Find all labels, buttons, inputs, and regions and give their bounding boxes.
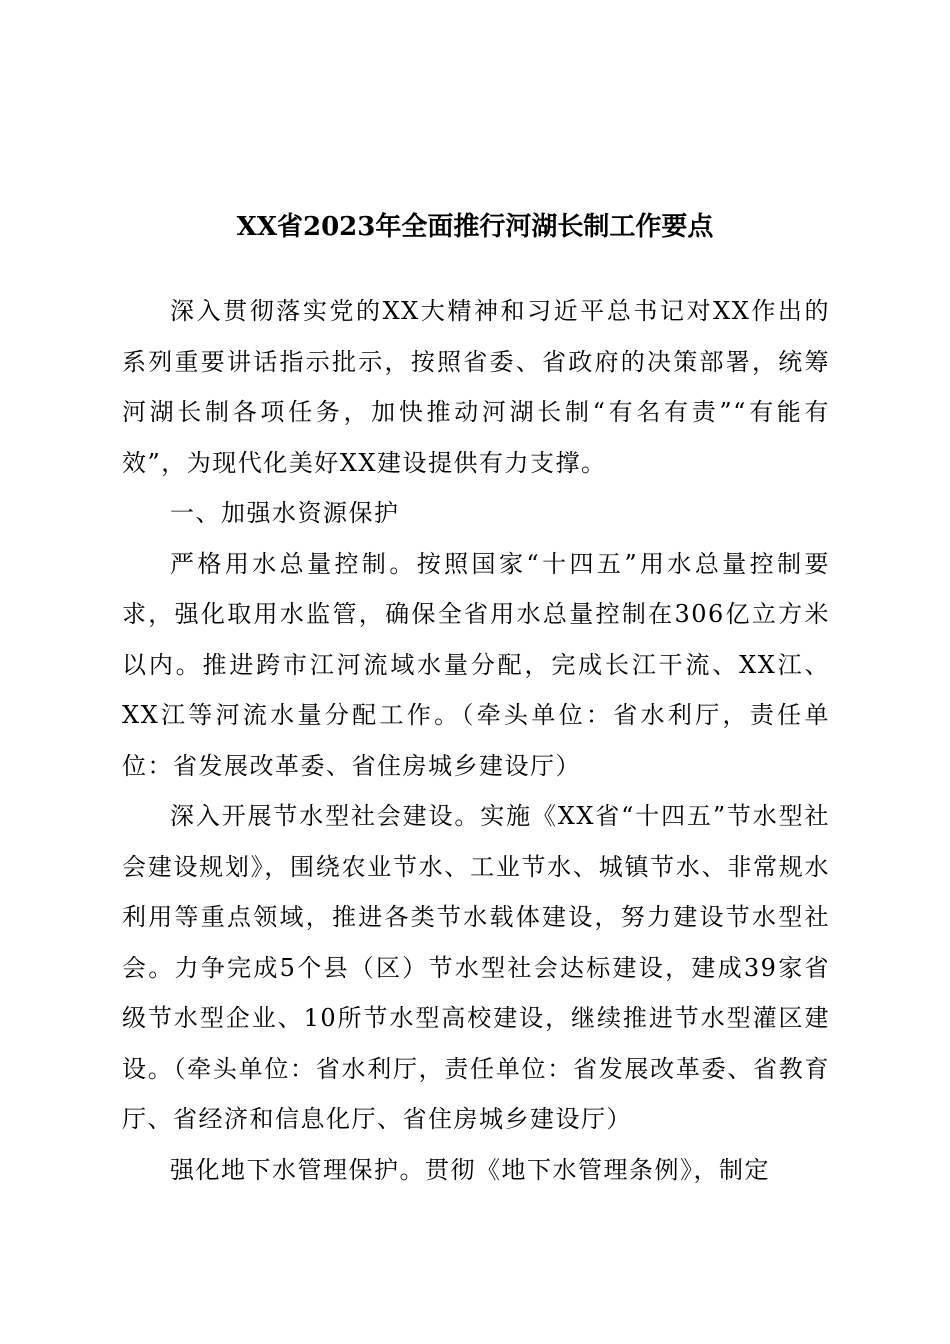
intro-paragraph: 深入贯彻落实党的XX大精神和习近平总书记对XX作出的系列重要讲话指示批示，按照省委、省政府的决策部署，统筹河湖长制各项任务，加快推动河湖长制“有名有责”“有能有效”，为现代化美好XX建设提供有力支撑。 bbox=[122, 297, 830, 477]
paragraph-water-total-control: 严格用水总量控制。按照国家“十四五”用水总量控制要求，强化取用水监管，确保全省用水总量控制在306亿立方米以内。推进跨市江河流域水量分配，完成长江干流、XX江、XX江等河流水量分配工作。（牵头单位：省水利厅，责任单位：省发展改革委、省住房城乡建设厅） bbox=[122, 549, 830, 780]
document-title: XX省2023年全面推行河湖长制工作要点 bbox=[236, 212, 714, 242]
paragraph-groundwater-protection: 强化地下水管理保护。贯彻《地下水管理条例》，制定 bbox=[170, 1155, 770, 1184]
paragraph-water-saving-society: 深入开展节水型社会建设。实施《XX省“十四五”节水型社会建设规划》，围绕农业节水、工业节水、城镇节水、非常规水利用等重点领域，推进各类节水载体建设，努力建设节水型社会。力争完成5个县（区）节水型社会达标建设，建成39家省级节水型企业、10所节水型高校建设，继续推进节水型灌区建设。（牵头单位：省水利厅，责任单位：省发展改革委、省教育厅、省经济和信息化厅、省住房城乡建设厅） bbox=[122, 802, 830, 1133]
document-body bbox=[122, 286, 830, 1195]
section-heading-water-resources: 一、加强水资源保护 bbox=[170, 499, 400, 527]
